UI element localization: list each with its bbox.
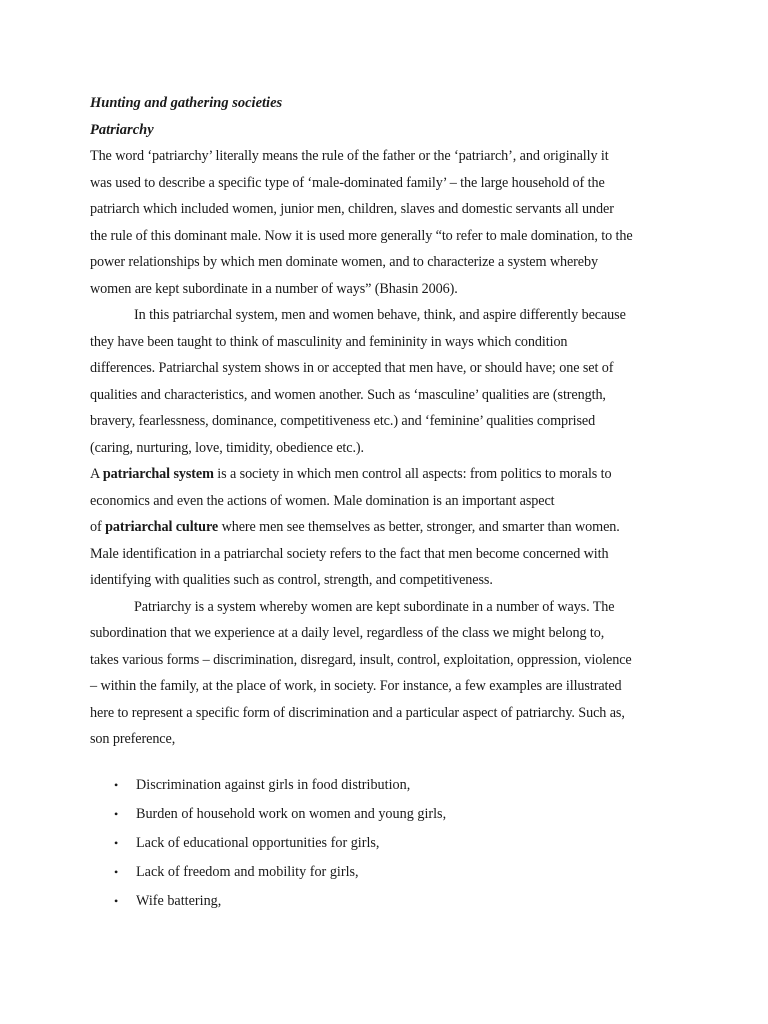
bullet-icon: • — [114, 864, 119, 879]
text-line: economics and even the actions of women. Male domination is an important aspect — [90, 492, 555, 509]
examples-list — [90, 771, 680, 916]
text-line: subordination that we experience at a daily level, regardless of the class we might belong to, — [90, 625, 605, 641]
list-item — [90, 800, 680, 829]
text-run: of — [90, 519, 106, 535]
text-run: is a society in which men control all aspects: from politics to morals to — [213, 466, 612, 482]
text-line: bravery, fearlessness, dominance, competitiveness etc.) and ‘feminine’ qualities comprised — [90, 413, 596, 429]
text-line: identifying with qualities such as control, strength, and competitiveness. — [90, 572, 493, 588]
list-item-text: Discrimination against girls in food distribution, — [136, 776, 411, 793]
text-line: differences. Patriarchal system shows in or accepted that men have, or should have; one set of — [90, 360, 614, 376]
bullet-icon: • — [114, 806, 119, 821]
subsection-heading: Patriarchy — [90, 121, 154, 138]
text-line: – within the family, at the place of work, in society. For instance, a few examples are illustrated — [90, 678, 622, 694]
text-line: son preference, — [90, 731, 176, 747]
list-item — [90, 858, 680, 887]
list-item-text: Burden of household work on women and young girls, — [136, 805, 447, 822]
text-line: (caring, nurturing, love, timidity, obedience etc.). — [90, 439, 364, 456]
text-line: women are kept subordinate in a number of ways” (Bhasin 2006). — [90, 280, 458, 297]
list-item — [90, 887, 680, 916]
bold-term: patriarchal culture — [105, 519, 219, 535]
text-run: A — [90, 466, 103, 482]
list-item — [90, 829, 680, 858]
bullet-icon: • — [114, 835, 119, 850]
list-item-text: Lack of freedom and mobility for girls, — [136, 863, 359, 880]
text-line: In this patriarchal system, men and women behave, think, and aspire differently because — [134, 307, 626, 323]
text-line: power relationships by which men dominate women, and to characterize a system whereby — [90, 254, 598, 270]
section-heading: Hunting and gathering societies — [90, 95, 283, 111]
paragraph-definition — [90, 143, 680, 302]
bullet-icon: • — [114, 893, 119, 908]
text-line: takes various forms – discrimination, disregard, insult, control, exploitation, oppression, violence — [90, 651, 632, 668]
text-line — [90, 514, 680, 541]
text-line: was used to describe a specific type of ‘male-dominated family’ – the large household of the — [90, 174, 605, 191]
paragraph-patriarchal-system — [90, 302, 680, 461]
bullet-icon: • — [114, 777, 119, 792]
text-line: qualities and characteristics, and women another. Such as ‘masculine’ qualities are (strength, — [90, 386, 606, 403]
paragraph-subordination — [90, 594, 680, 753]
text-line: The word ‘patriarchy’ literally means the rule of the father or the ‘patriarch’, and originally it — [90, 148, 609, 164]
text-line: here to represent a specific form of discrimination and a particular aspect of patriarchy. Such as, — [90, 704, 625, 721]
bold-term: patriarchal system — [102, 466, 214, 482]
paragraph-male-domination — [90, 461, 680, 594]
list-item — [90, 771, 680, 800]
text-line: patriarch which included women, junior men, children, slaves and domestic servants all under — [90, 201, 614, 217]
list-item-text: Wife battering, — [136, 892, 222, 909]
list-item-text: Lack of educational opportunities for girls, — [136, 834, 380, 851]
text-line: the rule of this dominant male. Now it is used more generally “to refer to male domination, to the — [90, 227, 633, 244]
text-line — [90, 461, 680, 488]
text-run: where men see themselves as better, stronger, and smarter than women. — [218, 519, 620, 535]
text-line: they have been taught to think of masculinity and femininity in ways which condition — [90, 333, 568, 350]
text-line: Patriarchy is a system whereby women are kept subordinate in a number of ways. The — [134, 598, 615, 615]
document-body — [90, 90, 680, 916]
text-line: Male identification in a patriarchal society refers to the fact that men become concerned with — [90, 545, 609, 562]
